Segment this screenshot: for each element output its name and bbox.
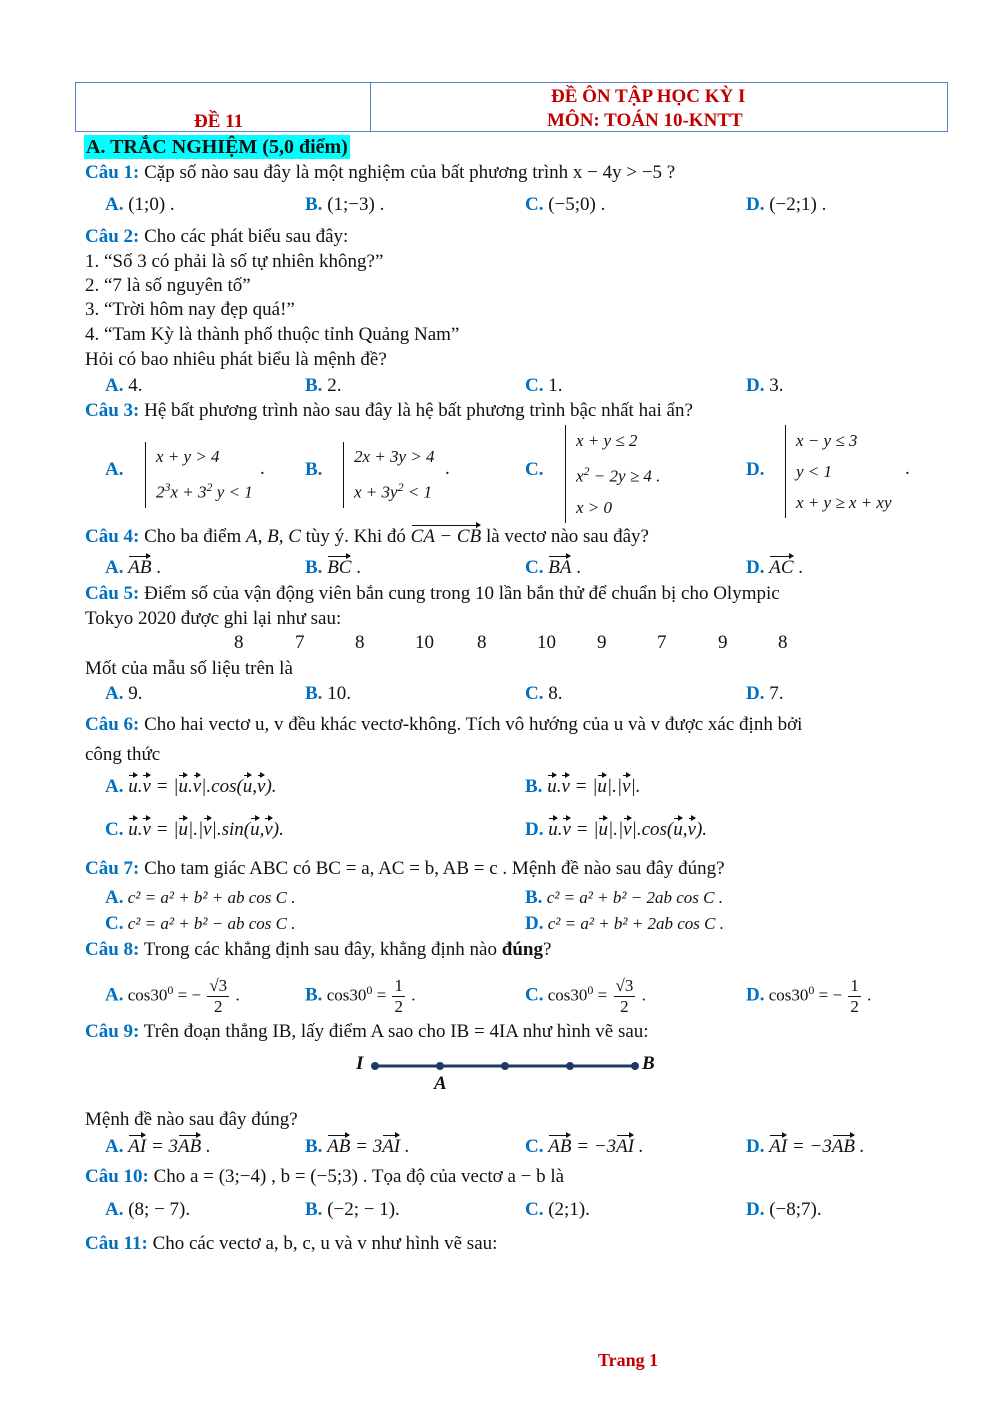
q5-data-value: 8	[477, 632, 487, 653]
question-3: Câu 3: Hệ bất phương trình nào sau đây là hệ bất phương trình bậc nhất hai ẩn?	[85, 400, 693, 421]
q5-data-value: 7	[295, 632, 305, 653]
q3-system-b: 2x + 3y > 4 $x + 3y^2 < 1$	[343, 442, 435, 508]
point-a-dot	[436, 1062, 444, 1070]
q2-ask: Hỏi có bao nhiêu phát biểu là mệnh đề?	[85, 349, 387, 370]
q5-option-d[interactable]: D. 7.	[746, 683, 784, 704]
q10-option-d[interactable]: D. (−8;7).	[746, 1199, 822, 1220]
question-7: Câu 7: Cho tam giác ABC có BC = a, AC = b, AB = c . Mệnh đề nào sau đây đúng?	[85, 858, 725, 879]
q2-option-d[interactable]: D. 3.	[746, 375, 784, 396]
q7-option-a[interactable]: A. c² = a² + b² + ab cos C .	[105, 887, 296, 908]
q1-option-a[interactable]: A. (1;0) .	[105, 194, 175, 215]
q5-data-value: 10	[415, 632, 434, 653]
exam-subject: MÔN: TOÁN 10-KNTT	[547, 110, 743, 131]
q3-option-b[interactable]: B.	[305, 459, 323, 480]
q5-option-b[interactable]: B. 10.	[305, 683, 351, 704]
q8-option-b[interactable]: B. $\cos 30^0$ = $\frac{1}{2}$ .	[305, 976, 416, 1017]
q2-option-a[interactable]: A. 4.	[105, 375, 143, 396]
q5-option-a[interactable]: A. 9.	[105, 683, 143, 704]
q2-option-c[interactable]: C. 1.	[525, 375, 563, 396]
question-5: Câu 5: Điểm số của vận động viên bắn cung trong 10 lần bắn thử để chuẩn bị cho Olympic	[85, 583, 780, 604]
q4-option-c[interactable]: C. BA .	[525, 557, 581, 578]
q7-option-b[interactable]: B. c² = a² + b² − 2ab cos C .	[525, 887, 723, 908]
q6-option-d[interactable]: D. u.v = |u|.|v|.cos(u,v).	[525, 819, 708, 840]
q8-option-a[interactable]: A. $\cos 30^0$ = − $\frac{√3}{2}$ .	[105, 976, 240, 1017]
q6-option-b[interactable]: B. u.v = |u|.|v|.	[525, 776, 641, 797]
q3-option-d[interactable]: D.	[746, 459, 765, 480]
q5-data-row	[0, 632, 1000, 656]
q6-option-c[interactable]: C. u.v = |u|.|v|.sin(u,v).	[105, 819, 284, 840]
header-box	[75, 82, 948, 132]
q9-option-a[interactable]: A. AI = 3AB .	[105, 1136, 211, 1157]
q7-option-c[interactable]: C. c² = a² + b² − ab cos C .	[105, 913, 296, 934]
question-8: Câu 8: Trong các khẳng định sau đây, khẳng định nào đúng?	[85, 939, 552, 960]
segment-figure	[350, 1052, 670, 1096]
label-i: I	[356, 1053, 364, 1074]
q7-option-d[interactable]: D. c² = a² + b² + 2ab cos C .	[525, 913, 724, 934]
question-1: Câu 1: Cặp số nào sau đây là một nghiệm của bất phương trình x − 4y > −5 ?	[85, 162, 676, 183]
q1-option-d[interactable]: D. (−2;1) .	[746, 194, 827, 215]
q1-option-c[interactable]: C. (−5;0) .	[525, 194, 606, 215]
q3-system-c: x + y ≤ 2 $x^2 - 2y \ge 4$ . x > 0	[565, 425, 660, 523]
question-6: Câu 6: Cho hai vectơ u, v đều khác vectơ-không. Tích vô hướng của u và v được xác định bởi	[85, 714, 803, 735]
question-4: Câu 4: Cho ba điểm A, B, C tùy ý. Khi đó CA − CB là vectơ nào sau đây?	[85, 526, 649, 547]
page-footer: Trang 1	[598, 1350, 659, 1370]
q6-option-a[interactable]: A. u.v = |u.v|.cos(u,v).	[105, 776, 277, 797]
q3-system-d: x − y ≤ 3 y < 1 x + y ≥ x + xy	[785, 425, 892, 518]
section-a-heading: A. TRẮC NGHIỆM (5,0 điểm)	[86, 136, 348, 158]
q5-option-c[interactable]: C. 8.	[525, 683, 563, 704]
q5-data-value: 9	[718, 632, 728, 653]
q4-option-d[interactable]: D. AC .	[746, 557, 804, 578]
q5-data-value: 8	[234, 632, 244, 653]
q8-option-c[interactable]: C. $\cos 30^0$ = $\frac{√3}{2}$ .	[525, 976, 646, 1017]
q2-statement-3: 3. “Trời hôm nay đẹp quá!”	[85, 299, 295, 320]
q3-b-dot: .	[445, 458, 450, 479]
q3-a-dot: .	[260, 458, 265, 479]
exam-code: ĐỀ 11	[194, 111, 244, 132]
q5-text-2: Tokyo 2020 được ghi lại như sau:	[85, 608, 342, 629]
q9-ask: Mệnh đề nào sau đây đúng?	[85, 1109, 298, 1130]
q9-option-c[interactable]: C. AB = −3AI .	[525, 1136, 644, 1157]
q4-option-b[interactable]: B. BC .	[305, 557, 361, 578]
q3-option-c[interactable]: C.	[525, 459, 544, 480]
q5-data-value: 7	[657, 632, 667, 653]
label-b: B	[642, 1053, 655, 1074]
q3-system-a: x + y > 4 $2^3x + 3^2$ y < 1	[145, 442, 253, 508]
question-2: Câu 2: Cho các phát biểu sau đây:	[85, 226, 349, 247]
q5-data-value: 8	[355, 632, 365, 653]
q3-option-a[interactable]: A.	[105, 459, 124, 480]
q5-data-value: 9	[597, 632, 607, 653]
point-b-dot	[631, 1062, 639, 1070]
question-10: Câu 10: Cho a = (3;−4) , b = (−5;3) . Tọa độ của vectơ a − b là	[85, 1166, 565, 1187]
tick-dot	[501, 1062, 509, 1070]
q8-option-d[interactable]: D. $\cos 30^0$ = − $\frac{1}{2}$ .	[746, 976, 872, 1017]
q2-statement-1: 1. “Số 3 có phải là số tự nhiên không?”	[85, 251, 384, 272]
point-i-dot	[371, 1062, 379, 1070]
q4-option-a[interactable]: A. AB .	[105, 557, 161, 578]
q10-option-c[interactable]: C. (2;1).	[525, 1199, 590, 1220]
question-11: Câu 11: Cho các vectơ a, b, c, u và v như hình vẽ sau:	[85, 1233, 498, 1254]
exam-title: ĐỀ ÔN TẬP HỌC KỲ I	[551, 86, 746, 107]
q6-text-2: công thức	[85, 744, 161, 765]
q2-statement-4: 4. “Tam Kỳ là thành phố thuộc tỉnh Quảng Nam”	[85, 324, 460, 345]
header-divider	[370, 83, 371, 131]
tick-dot	[566, 1062, 574, 1070]
q10-option-b[interactable]: B. (−2; − 1).	[305, 1199, 400, 1220]
q5-data-value: 8	[778, 632, 788, 653]
q2-statement-2: 2. “7 là số nguyên tố”	[85, 275, 251, 296]
q5-ask: Mốt của mẫu số liệu trên là	[85, 658, 293, 679]
q9-option-b[interactable]: B. AB = 3AI .	[305, 1136, 410, 1157]
q10-option-a[interactable]: A. (8; − 7).	[105, 1199, 191, 1220]
q5-data-value: 10	[537, 632, 556, 653]
question-9: Câu 9: Trên đoạn thẳng IB, lấy điểm A sao cho IB = 4IA như hình vẽ sau:	[85, 1021, 649, 1042]
label-a: A	[434, 1073, 447, 1094]
q2-option-b[interactable]: B. 2.	[305, 375, 342, 396]
q9-option-d[interactable]: D. AI = −3AB .	[746, 1136, 865, 1157]
q1-option-b[interactable]: B. (1;−3) .	[305, 194, 385, 215]
q3-d-dot: .	[905, 458, 910, 479]
